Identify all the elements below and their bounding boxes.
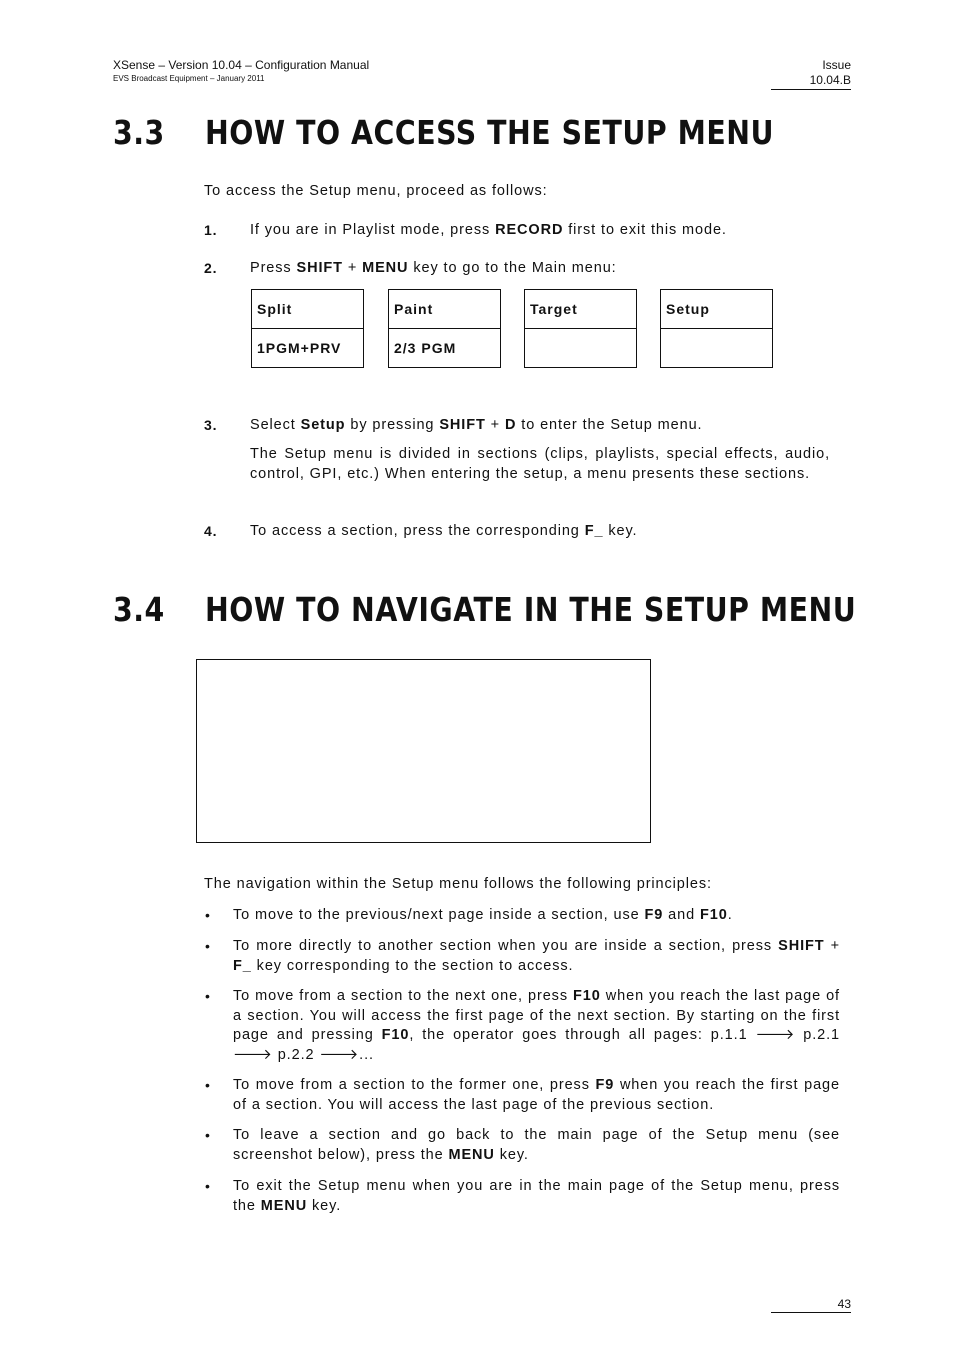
- key-name: F_: [584, 523, 604, 539]
- bullet-marker: •: [205, 988, 210, 1004]
- menu-key-setup: [660, 289, 773, 368]
- document-title: XSense – Version 10.04 – Configuration Manual: [113, 58, 370, 72]
- bullet-marker: •: [205, 1178, 210, 1194]
- bullet-text: To move to the previous/next page inside a section, use F9 and F10.: [233, 907, 733, 923]
- step-number: 1.: [204, 222, 218, 238]
- key-name: MENU: [362, 260, 409, 276]
- menu-key-bottom-label: 2/3 PGM: [394, 340, 457, 356]
- bullet-marker: •: [205, 1127, 210, 1143]
- menu-key-bottom-label: [661, 329, 772, 368]
- menu-key-target: [524, 289, 637, 368]
- bullet-text: To more directly to another section when you are inside a section, press SHIFT + F_ key corresponding to the section to access.: [233, 938, 840, 974]
- key-name: D: [504, 417, 517, 433]
- menu-key-top-label: Split: [252, 290, 363, 329]
- menu-name: Setup: [300, 417, 346, 433]
- key-name: MENU: [448, 1146, 495, 1163]
- key-name: F10: [381, 1027, 410, 1043]
- issue-label: Issue: [822, 58, 851, 72]
- step-text: If you are in Playlist mode, press RECORD first to exit this mode.: [250, 222, 727, 238]
- section-heading-3-3: [113, 113, 774, 152]
- section-title: HOW TO NAVIGATE IN THE SETUP MENU: [205, 590, 857, 629]
- menu-key-bottom-label: 1PGM+PRV: [257, 340, 342, 356]
- key-name: F10: [573, 988, 601, 1004]
- key-name: MENU: [260, 1197, 308, 1214]
- key-name: F10: [700, 907, 728, 923]
- bullet-text: To exit the Setup menu when you are in the main page of the Setup menu, press the MENU key.: [233, 1178, 840, 1214]
- step-text: Select Setup by pressing SHIFT + D to enter the Setup menu.: [250, 417, 703, 433]
- step-number: 4.: [204, 523, 218, 539]
- issue-block: [771, 58, 851, 90]
- issue-number: 10.04.B: [771, 73, 851, 90]
- menu-key-top-label: Paint: [389, 290, 500, 329]
- section-number: 3.4: [113, 590, 165, 629]
- bullet-marker: •: [205, 907, 210, 923]
- step-number: 3.: [204, 417, 218, 433]
- key-name: SHIFT: [778, 938, 825, 954]
- key-name: RECORD: [495, 222, 564, 238]
- menu-key-top-label: Setup: [661, 290, 772, 329]
- key-name: F9: [595, 1077, 615, 1093]
- step-text: Press SHIFT + MENU key to go to the Main menu:: [250, 260, 617, 276]
- menu-key-split: [251, 289, 364, 368]
- section-intro: To access the Setup menu, proceed as follows:: [204, 183, 548, 199]
- key-name: F9: [644, 907, 664, 923]
- step-3-detail: The Setup menu is divided in sections (clips, playlists, special effects, audio, control, GPI, etc.) When entering the setup, a menu presents these sections.: [250, 446, 830, 482]
- bullet-text: To move from a section to the next one, press F10 when you reach the last page of a section. You will access the first page of the next section. By starting on the first page and pressing F10, the operator goes through all pages: p.1.1 🡒 p.2.1 🡒 p.2.2 🡒...: [233, 988, 841, 1063]
- section-intro: The navigation within the Setup menu follows the following principles:: [204, 876, 712, 892]
- screenshot-placeholder-frame: [196, 659, 651, 843]
- page-number: 43: [771, 1297, 851, 1313]
- key-name: F_: [233, 957, 252, 974]
- bullet-marker: •: [205, 1077, 210, 1093]
- section-number: 3.3: [113, 113, 165, 152]
- running-header: [113, 58, 369, 84]
- document-subtitle: EVS Broadcast Equipment – January 2011: [113, 74, 265, 83]
- menu-key-bottom-label: [525, 329, 636, 368]
- key-name: SHIFT: [296, 260, 343, 276]
- bullet-text: To move from a section to the former one, press F9 when you reach the first page of a section. You will access the last page of the previous section.: [233, 1077, 840, 1113]
- menu-key-paint: [388, 289, 501, 368]
- key-name: SHIFT: [439, 417, 486, 433]
- step-number: 2.: [204, 260, 218, 276]
- bullet-marker: •: [205, 938, 210, 954]
- bullet-text: To leave a section and go back to the main page of the Setup menu (see screenshot below), press the MENU key.: [233, 1127, 840, 1163]
- section-heading-3-4: [113, 590, 856, 629]
- step-text: To access a section, press the corresponding F_ key.: [250, 523, 638, 539]
- menu-key-top-label: Target: [525, 290, 636, 329]
- section-title: HOW TO ACCESS THE SETUP MENU: [205, 113, 775, 152]
